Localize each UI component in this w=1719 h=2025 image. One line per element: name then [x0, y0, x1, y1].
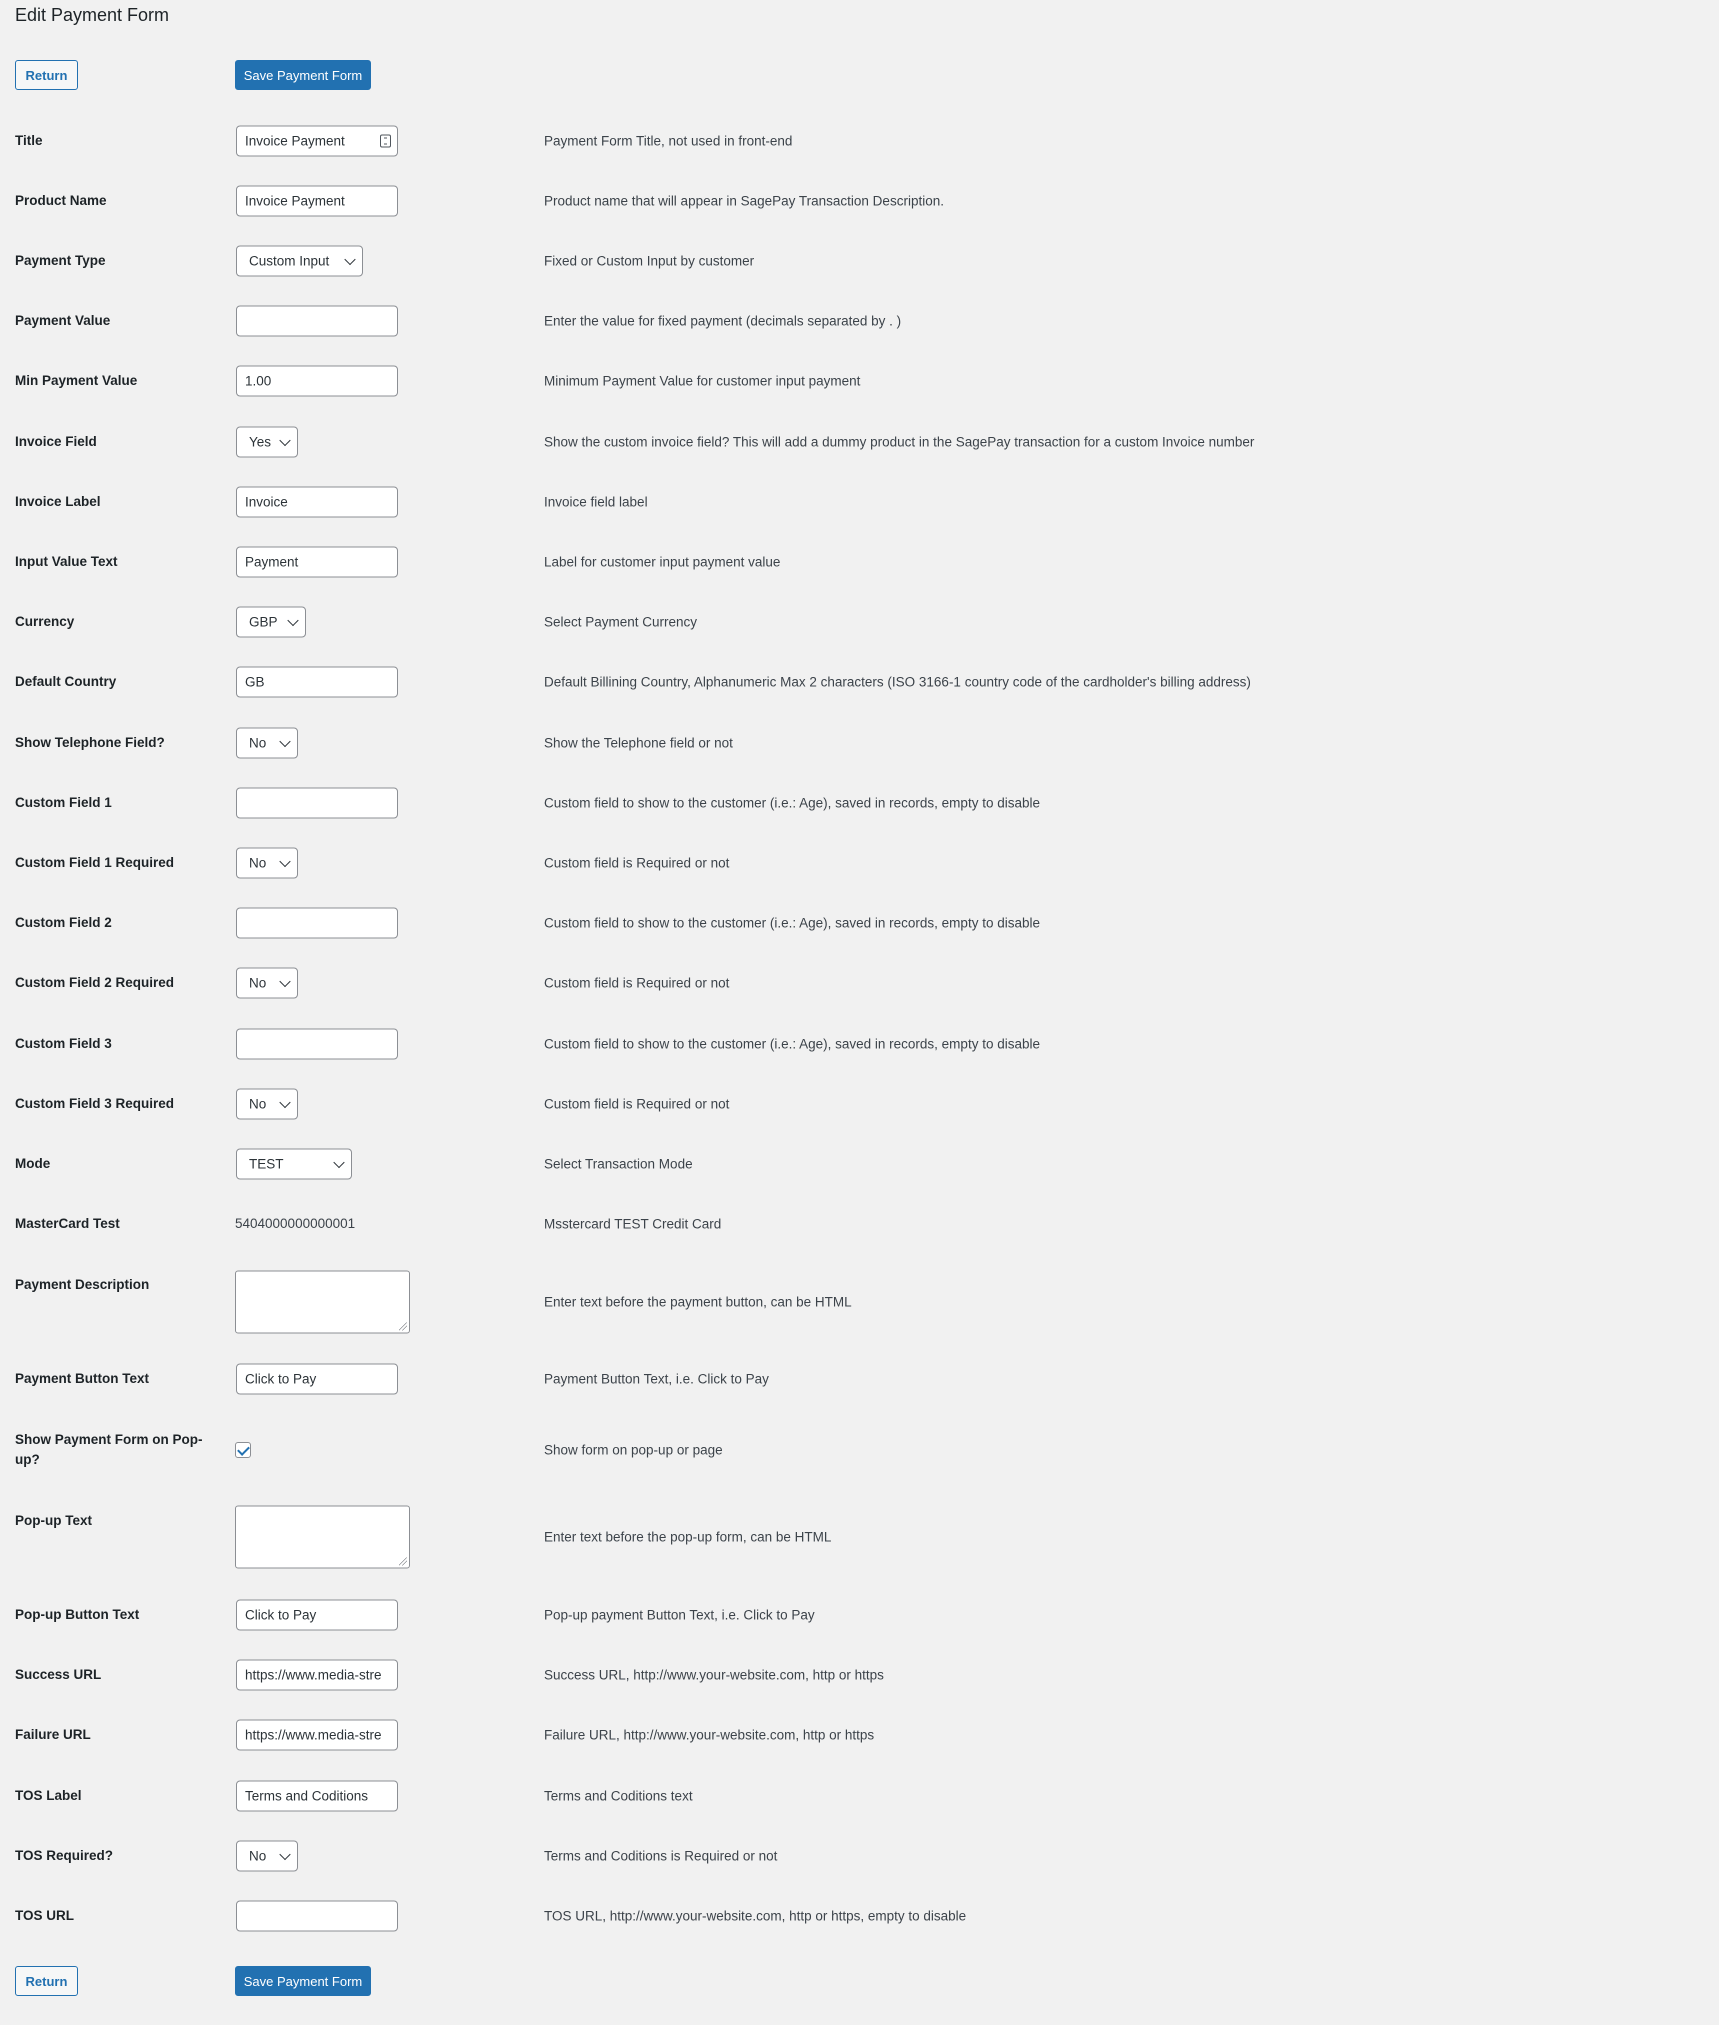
resize-handle-icon[interactable]	[399, 1558, 407, 1566]
chevron-down-icon	[279, 1097, 290, 1108]
tos-url-description: TOS URL, http://www.your-website.com, http or https, empty to disable	[544, 1908, 967, 1924]
form-row-custom-field-1-required	[0, 855, 1719, 903]
currency-value: GBP	[249, 614, 278, 630]
save-button-top[interactable]: Save Payment Form	[235, 60, 371, 90]
payment-value-description: Enter the value for fixed payment (decimals separated by . )	[544, 313, 902, 329]
tos-required-label: TOS Required?	[15, 1848, 114, 1863]
tos-required-description: Terms and Coditions is Required or not	[544, 1848, 778, 1864]
custom-field-3-input[interactable]	[236, 1029, 398, 1060]
custom-field-3-description: Custom field to show to the customer (i.e.: Age), saved in records, empty to disable	[544, 1036, 1040, 1052]
min-payment-value-description: Minimum Payment Value for customer input payment	[544, 373, 861, 389]
custom-field-2-input[interactable]	[236, 908, 398, 939]
custom-field-2-required-select[interactable]	[236, 968, 298, 999]
custom-field-1-required-select[interactable]	[236, 848, 298, 879]
form-row-failure-url	[0, 1727, 1719, 1775]
autofill-icon[interactable]	[380, 135, 391, 148]
show-telephone-label: Show Telephone Field?	[15, 735, 165, 750]
form-row-tos-required	[0, 1848, 1719, 1896]
custom-field-1-required-value: No	[249, 855, 267, 871]
custom-field-3-required-select[interactable]	[236, 1089, 298, 1120]
tos-label-description: Terms and Coditions text	[544, 1788, 693, 1804]
product-name-input[interactable]: Invoice Payment	[236, 186, 398, 217]
chevron-down-icon	[279, 856, 290, 867]
invoice-label-label: Invoice Label	[15, 494, 101, 509]
form-row-custom-field-1	[0, 795, 1719, 843]
form-row-show-telephone	[0, 735, 1719, 783]
payment-value-input[interactable]	[236, 306, 398, 337]
invoice-label-input[interactable]: Invoice	[236, 487, 398, 518]
custom-field-1-description: Custom field to show to the customer (i.e.: Age), saved in records, empty to disable	[544, 795, 1040, 811]
popup-text-textarea[interactable]	[235, 1506, 410, 1569]
chevron-down-icon	[279, 1849, 290, 1860]
payment-type-label: Payment Type	[15, 253, 106, 268]
form-row-custom-field-2-required	[0, 975, 1719, 1023]
form-row-payment-type	[0, 253, 1719, 301]
default-country-label: Default Country	[15, 674, 117, 689]
success-url-description: Success URL, http://www.your-website.com, http or https	[544, 1667, 884, 1683]
custom-field-1-input[interactable]	[236, 788, 398, 819]
min-payment-value-label: Min Payment Value	[15, 373, 138, 388]
mode-value: TEST	[249, 1156, 284, 1172]
failure-url-label: Failure URL	[15, 1727, 91, 1742]
payment-button-text-input[interactable]: Click to Pay	[236, 1364, 398, 1395]
form-row-tos-url	[0, 1908, 1719, 1956]
tos-required-select[interactable]	[236, 1841, 298, 1872]
form-row-custom-field-2	[0, 915, 1719, 963]
form-row-input-value-text	[0, 554, 1719, 602]
form-row-currency	[0, 614, 1719, 662]
form-row-tos-label	[0, 1788, 1719, 1836]
success-url-input[interactable]: https://www.media-stre	[236, 1660, 398, 1691]
form-row-payment-description	[0, 1277, 1719, 1342]
popup-button-text-input[interactable]: Click to Pay	[236, 1600, 398, 1631]
custom-field-1-required-description: Custom field is Required or not	[544, 855, 730, 871]
show-on-popup-label: Show Payment Form on Pop-up?	[15, 1432, 203, 1467]
tos-url-input[interactable]	[236, 1901, 398, 1932]
failure-url-description: Failure URL, http://www.your-website.com, http or https	[544, 1727, 875, 1743]
default-country-input[interactable]: GB	[236, 667, 398, 698]
custom-field-2-label: Custom Field 2	[15, 915, 112, 930]
form-row-success-url	[0, 1667, 1719, 1715]
form-row-product-name	[0, 193, 1719, 241]
default-country-description: Default Billining Country, Alphanumeric Max 2 characters (ISO 3166-1 country code of the cardholder's billing address)	[544, 674, 1251, 690]
form-row-show-on-popup	[0, 1432, 1719, 1490]
chevron-down-icon	[279, 736, 290, 747]
custom-field-2-required-label: Custom Field 2 Required	[15, 975, 175, 990]
tos-label-input[interactable]: Terms and Coditions	[236, 1781, 398, 1812]
product-name-label: Product Name	[15, 193, 107, 208]
return-button-bottom[interactable]: Return	[15, 1966, 78, 1996]
custom-field-1-label: Custom Field 1	[15, 795, 112, 810]
show-telephone-select[interactable]	[236, 728, 298, 759]
form-row-mastercard-test	[0, 1216, 1719, 1264]
payment-button-text-description: Payment Button Text, i.e. Click to Pay	[544, 1371, 769, 1387]
page-title: Edit Payment Form	[15, 5, 170, 25]
form-row-custom-field-3	[0, 1036, 1719, 1084]
success-url-label: Success URL	[15, 1667, 102, 1682]
return-button-top[interactable]: Return	[15, 60, 78, 90]
invoice-field-description: Show the custom invoice field? This will add a dummy product in the SagePay transaction for a custom Invoice number	[544, 434, 1255, 450]
currency-select[interactable]	[236, 607, 306, 638]
form-row-payment-button-text	[0, 1371, 1719, 1419]
chevron-down-icon	[279, 976, 290, 987]
custom-field-3-required-label: Custom Field 3 Required	[15, 1096, 175, 1111]
popup-button-text-label: Pop-up Button Text	[15, 1607, 140, 1622]
currency-description: Select Payment Currency	[544, 614, 698, 630]
tos-required-value: No	[249, 1848, 267, 1864]
form-row-popup-text	[0, 1513, 1719, 1577]
invoice-field-select[interactable]	[236, 427, 298, 458]
custom-field-1-required-label: Custom Field 1 Required	[15, 855, 175, 870]
chevron-down-icon	[279, 435, 290, 446]
payment-value-label: Payment Value	[15, 313, 111, 328]
mode-label: Mode	[15, 1156, 51, 1171]
payment-description-textarea[interactable]	[235, 1271, 410, 1334]
title-label: Title	[15, 133, 43, 148]
payment-type-description: Fixed or Custom Input by customer	[544, 253, 755, 269]
form-row-custom-field-3-required	[0, 1096, 1719, 1144]
popup-button-text-description: Pop-up payment Button Text, i.e. Click to Pay	[544, 1607, 815, 1623]
show-telephone-description: Show the Telephone field or not	[544, 735, 733, 751]
title-input[interactable]	[236, 126, 398, 157]
mode-description: Select Transaction Mode	[544, 1156, 693, 1172]
mastercard-test-label: MasterCard Test	[15, 1216, 120, 1231]
show-on-popup-description: Show form on pop-up or page	[544, 1442, 723, 1458]
save-button-bottom[interactable]: Save Payment Form	[235, 1966, 371, 1996]
payment-button-text-label: Payment Button Text	[15, 1371, 150, 1386]
custom-field-2-required-description: Custom field is Required or not	[544, 975, 730, 991]
invoice-field-label: Invoice Field	[15, 434, 97, 449]
form-row-mode	[0, 1156, 1719, 1204]
form-row-invoice-label	[0, 494, 1719, 542]
form-row-title	[0, 133, 1719, 181]
custom-field-2-required-value: No	[249, 975, 267, 991]
failure-url-input[interactable]: https://www.media-stre	[236, 1720, 398, 1751]
product-name-description: Product name that will appear in SagePay Transaction Description.	[544, 193, 944, 209]
invoice-label-description: Invoice field label	[544, 494, 648, 510]
min-payment-value-input[interactable]: 1.00	[236, 366, 398, 397]
custom-field-2-description: Custom field to show to the customer (i.e.: Age), saved in records, empty to disable	[544, 915, 1040, 931]
form-row-popup-button-text	[0, 1607, 1719, 1655]
form-row-payment-value	[0, 313, 1719, 361]
chevron-down-icon	[333, 1157, 344, 1168]
mastercard-test-value: 5404000000000001	[235, 1216, 356, 1231]
show-telephone-value: No	[249, 735, 267, 751]
payment-type-select[interactable]	[236, 246, 363, 277]
form-row-default-country	[0, 674, 1719, 722]
payment-description-description: Enter text before the payment button, can be HTML	[544, 1294, 852, 1310]
title-input-value: Invoice Payment	[245, 133, 345, 149]
chevron-down-icon	[344, 254, 355, 265]
mode-select[interactable]	[236, 1149, 352, 1180]
currency-label: Currency	[15, 614, 75, 629]
input-value-text-label: Input Value Text	[15, 554, 118, 569]
form-row-invoice-field	[0, 434, 1719, 482]
checkmark-icon	[237, 1443, 250, 1456]
show-on-popup-checkbox[interactable]	[235, 1442, 251, 1458]
payment-description-label: Payment Description	[15, 1277, 150, 1292]
chevron-down-icon	[287, 615, 298, 626]
resize-handle-icon[interactable]	[399, 1323, 407, 1331]
custom-field-3-required-value: No	[249, 1096, 267, 1112]
title-description: Payment Form Title, not used in front-end	[544, 133, 793, 149]
popup-text-description: Enter text before the pop-up form, can be HTML	[544, 1529, 832, 1545]
tos-url-label: TOS URL	[15, 1908, 75, 1923]
custom-field-3-label: Custom Field 3	[15, 1036, 112, 1051]
popup-text-label: Pop-up Text	[15, 1513, 92, 1528]
tos-label-label: TOS Label	[15, 1788, 82, 1803]
form-row-min-payment-value	[0, 373, 1719, 421]
invoice-field-value: Yes	[249, 434, 272, 450]
mastercard-test-description: Msstercard TEST Credit Card	[544, 1216, 722, 1232]
input-value-text-input[interactable]: Payment	[236, 547, 398, 578]
payment-type-value: Custom Input	[249, 253, 330, 269]
custom-field-3-required-description: Custom field is Required or not	[544, 1096, 730, 1112]
input-value-text-description: Label for customer input payment value	[544, 554, 781, 570]
